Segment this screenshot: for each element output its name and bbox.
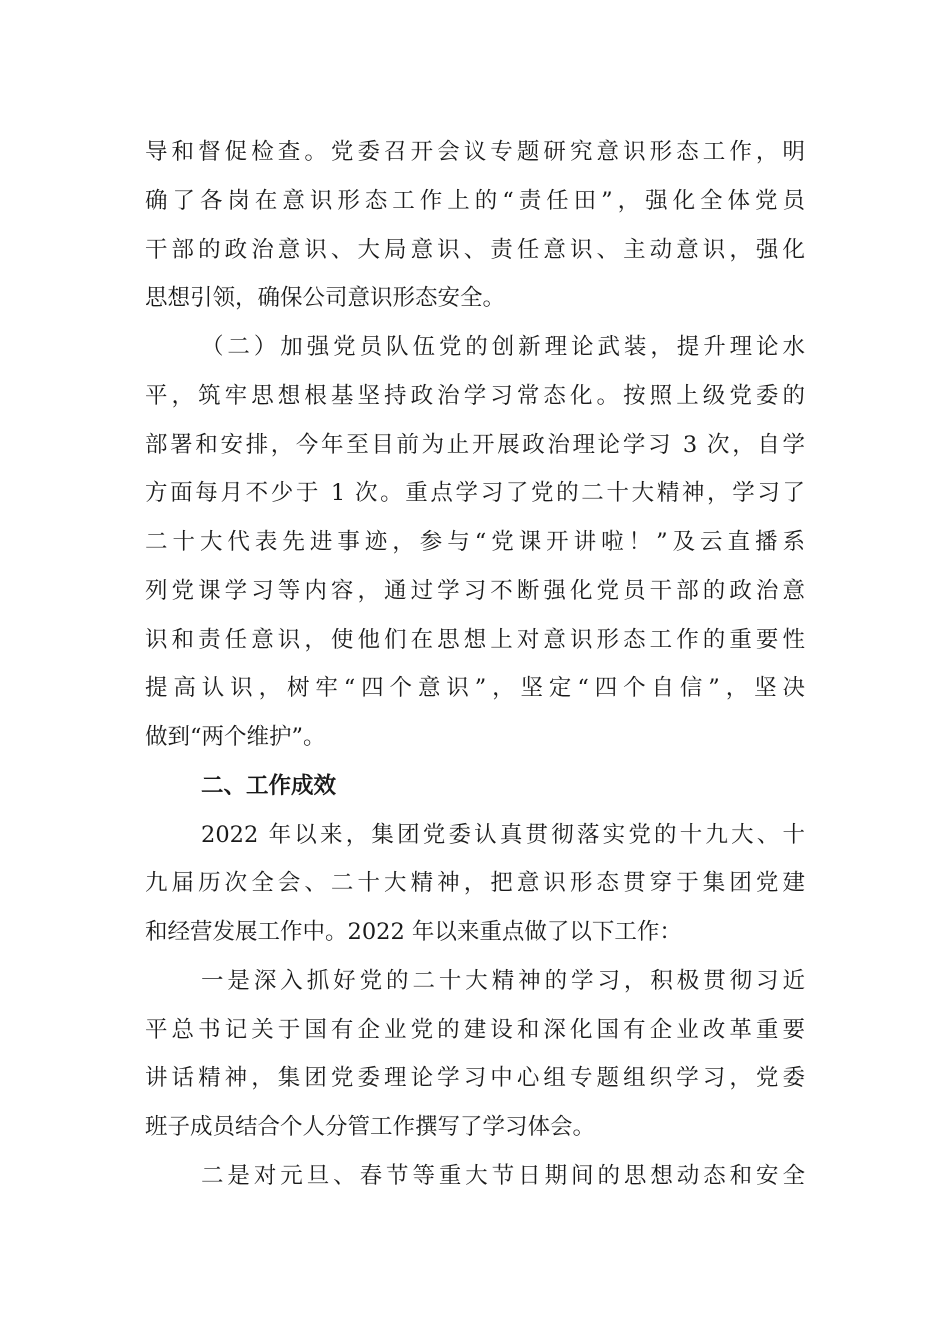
body-line: 九届历次全会、二十大精神，把意识形态贯穿于集团党建: [145, 870, 805, 897]
body-line: 2022 年以来，集团党委认真贯彻落实党的十九大、十: [201, 821, 805, 848]
body-line: （二）加强党员队伍党的创新理论武装，提升理论水: [201, 334, 805, 360]
body-line: 提高认识，树牢“四个意识”，坚定“四个自信”，坚决: [145, 675, 805, 702]
body-line: 干部的政治意识、大局意识、责任意识、主动意识，强化: [145, 236, 805, 263]
body-line: 导和督促检查。党委召开会议专题研究意识形态工作，明: [145, 139, 805, 165]
body-line: 思想引领，确保公司意识形态安全。: [145, 285, 506, 312]
body-line: 列党课学习等内容，通过学习不断强化党员干部的政治意: [145, 577, 805, 604]
body-line: 确了各岗在意识形态工作上的“责任田”，强化全体党员: [145, 187, 805, 214]
body-line: 识和责任意识，使他们在思想上对意识形态工作的重要性: [145, 626, 805, 653]
body-line: 班子成员结合个人分管工作撰写了学习体会。: [145, 1114, 596, 1140]
body-line: 部署和安排，今年至目前为止开展政治理论学习 3 次，自学: [145, 431, 805, 458]
body-line: 和经营发展工作中。2022 年以来重点做了以下工作：: [145, 919, 682, 945]
body-line: 方面每月不少于 1 次。重点学习了党的二十大精神，学习了: [145, 480, 805, 507]
body-line: 平，筑牢思想根基坚持政治学习常态化。按照上级党委的: [145, 382, 805, 409]
body-line: 二十大代表先进事迹，参与“党课开讲啦！”及云直播系: [145, 529, 805, 555]
body-line: 讲话精神，集团党委理论学习中心组专题组织学习，党委: [145, 1065, 805, 1092]
body-line: 二是对元旦、春节等重大节日期间的思想动态和安全: [201, 1162, 805, 1189]
body-line: 一是深入抓好党的二十大精神的学习，积极贯彻习近: [201, 967, 805, 994]
document-body: [145, 128, 805, 1201]
section-heading: 二、工作成效: [201, 772, 337, 799]
body-line: 平总书记关于国有企业党的建设和深化国有企业改革重要: [145, 1016, 805, 1043]
body-line: 做到“两个维护”。: [145, 724, 326, 750]
